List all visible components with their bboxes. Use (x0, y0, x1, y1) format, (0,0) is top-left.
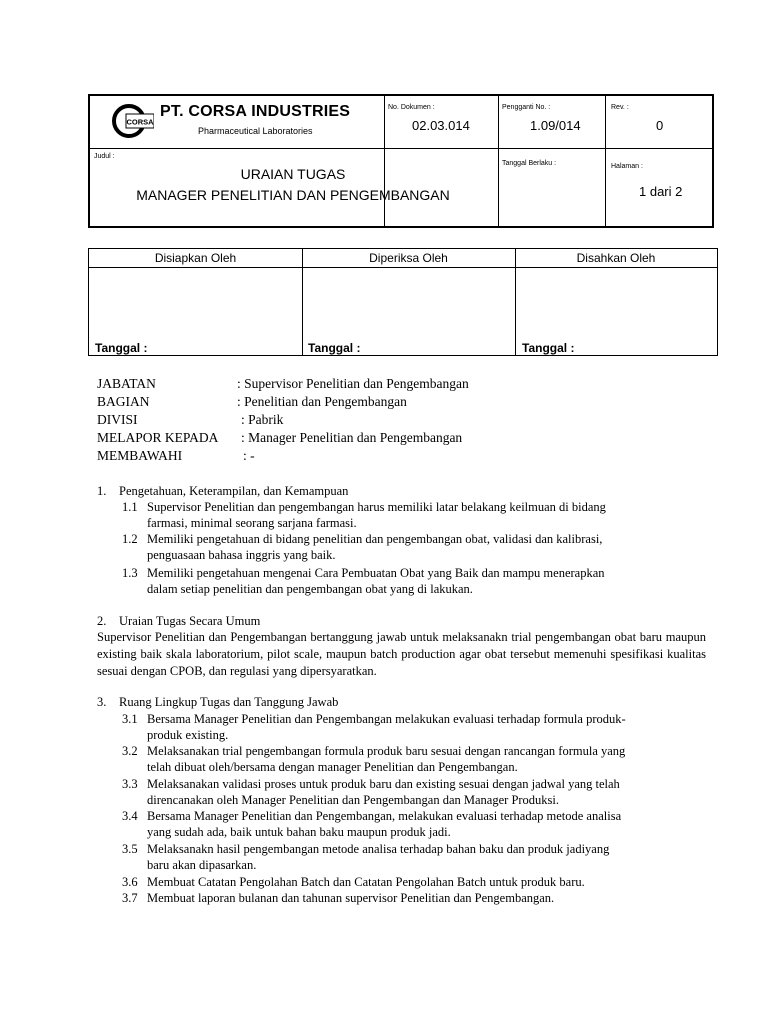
section3-item-number: 3.1 (122, 712, 138, 726)
revision-number: 0 (656, 118, 664, 133)
prepared-date-label: Tanggal : (95, 341, 148, 355)
info-label-divisi: DIVISI (97, 412, 138, 427)
page-number: 1 dari 2 (639, 184, 683, 199)
signature-divider (89, 267, 717, 268)
svg-text:CORSA: CORSA (126, 117, 154, 127)
section2-paragraph: Supervisor Penelitian dan Pengembangan bertanggung jawab untuk melaksanakn trial pengembangan obat baru maupun existing baik skala laboratorium, pilot scale, maupun batch production agar obat tersebut memenuhi spesifikasi kualitas sesuai dengan CPOB, dan regulasi yang dipersyaratkan. (97, 630, 706, 678)
section3-number: 3. (97, 695, 107, 709)
info-value-divisi: : Pabrik (241, 412, 284, 427)
section1-title: Pengetahuan, Keterampilan, dan Kemampuan (119, 484, 349, 498)
section3-item-number: 3.3 (122, 777, 138, 791)
section3-item-text: Bersama Manager Penelitian dan Pengembangan, melakukan evaluasi terhadap metode analisa (147, 809, 622, 823)
doc-number-label: No. Dokumen : (388, 104, 435, 111)
doc-number: 02.03.014 (412, 118, 470, 133)
section3-item-text-cont: telah dibuat oleh/bersama dengan manager Penelitian dan Pengembangan. (147, 760, 518, 774)
section3-item-text-cont: produk existing. (147, 728, 229, 742)
info-label-jabatan: JABATAN (97, 376, 156, 391)
document-title-line2: MANAGER PENELITIAN DAN PENGEMBANGAN (136, 187, 450, 203)
section3-item-text: Melaksanakn hasil pengembangan metode analisa terhadap bahan baku dan produk jadiyang (147, 842, 610, 856)
section3-item-text: Membuat Catatan Pengolahan Batch dan Catatan Pengolahan Batch untuk produk baru. (147, 875, 585, 889)
section3-item-text-cont: direncanakan oleh Manager Penelitian dan Pengembangan dan Manager Produksi. (147, 793, 560, 807)
company-subtitle: Pharmaceutical Laboratories (198, 126, 313, 136)
replacement-label: Pengganti No. : (502, 104, 551, 111)
section1-item-text-cont: farmasi, minimal seorang sarjana farmasi. (147, 516, 357, 530)
info-label-bagian: BAGIAN (97, 394, 150, 409)
approved-date-label: Tanggal : (522, 341, 575, 355)
section1-item-text: Supervisor Penelitian dan pengembangan harus memiliki latar belakang keilmuan di bidang (147, 500, 606, 514)
section3-item-text-cont: baru akan dipasarkan. (147, 858, 257, 872)
prepared-by-header: Disiapkan Oleh (154, 251, 237, 265)
header-divider (384, 96, 385, 226)
info-label-membawahi: MEMBAWAHI (97, 448, 183, 463)
title-label: Judul : (94, 153, 115, 160)
header-divider (605, 96, 606, 226)
effective-date-label: Tanggal Berlaku : (502, 160, 557, 167)
header-divider (498, 96, 499, 226)
page-label: Halaman : (611, 163, 643, 170)
section1-item-number: 1.3 (122, 566, 138, 580)
revision-label: Rev. : (611, 104, 629, 111)
section3-item-text: Membuat laporan bulanan dan tahunan supervisor Penelitian dan Pengembangan. (147, 891, 555, 905)
header-divider (90, 148, 712, 149)
section3-item-number: 3.5 (122, 842, 138, 856)
section1-item-number: 1.2 (122, 532, 138, 546)
section1-number: 1. (97, 484, 107, 498)
section2-title: Uraian Tugas Secara Umum (119, 614, 261, 628)
approved-by-header: Disahkan Oleh (576, 251, 656, 265)
section3-item-text: Melaksanakan validasi proses untuk produk baru dan existing sesuai dengan jadwal yang telah (147, 777, 620, 791)
info-value-melapor: : Manager Penelitian dan Pengembangan (241, 430, 463, 445)
section3-item-number: 3.7 (122, 891, 138, 905)
section1-item-text: Memiliki pengetahuan mengenai Cara Pembuatan Obat yang Baik dan mampu menerapkan (147, 566, 605, 580)
company-name: PT. CORSA INDUSTRIES (160, 103, 351, 120)
document-header (88, 94, 714, 228)
info-value-membawahi: : - (243, 448, 255, 463)
info-value-bagian: : Penelitian dan Pengembangan (237, 394, 407, 409)
section3-item-text-cont: yang sudah ada, baik untuk bahan baku maupun produk jadi. (147, 825, 451, 839)
section2-number: 2. (97, 614, 107, 628)
section3-item-number: 3.4 (122, 809, 138, 823)
checked-by-header: Diperiksa Oleh (369, 251, 448, 265)
section3-item-number: 3.2 (122, 744, 138, 758)
info-label-melapor: MELAPOR KEPADA (97, 430, 219, 445)
signature-table (88, 248, 718, 356)
info-value-jabatan: : Supervisor Penelitian dan Pengembangan (237, 376, 469, 391)
section1-item-number: 1.1 (122, 500, 138, 514)
section3-item-number: 3.6 (122, 875, 138, 889)
replacement-number: 1.09/014 (530, 118, 581, 133)
document-title-line1: URAIAN TUGAS (240, 166, 346, 182)
section1-item-text-cont: dalam setiap penelitian dan pengembangan obat yang di lakukan. (147, 582, 473, 596)
section3-item-text: Melaksanakan trial pengembangan formula produk baru sesuai dengan rancangan formula yang (147, 744, 626, 758)
section3-item-text: Bersama Manager Penelitian dan Pengembangan melakukan evaluasi terhadap formula produk- (147, 712, 626, 726)
checked-date-label: Tanggal : (308, 341, 361, 355)
company-logo (112, 104, 154, 138)
section1-item-text-cont: penguasaan bahasa inggris yang baik. (147, 548, 336, 562)
section3-title: Ruang Lingkup Tugas dan Tanggung Jawab (119, 695, 339, 709)
section1-item-text: Memiliki pengetahuan di bidang penelitian dan pengembangan obat, validasi dan kalibrasi, (147, 532, 603, 546)
